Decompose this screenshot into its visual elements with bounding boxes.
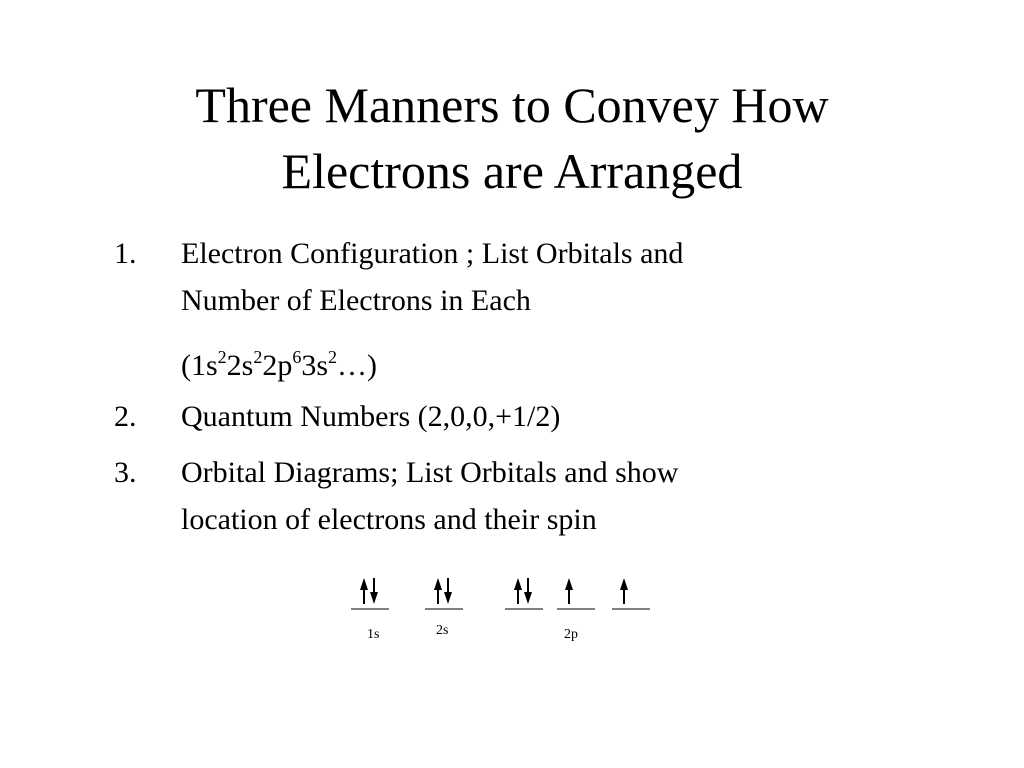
orbital-2p — [612, 578, 650, 609]
spin-up-arrow — [620, 578, 628, 604]
electron-configuration-example — [181, 342, 377, 389]
arrow-head — [444, 592, 452, 604]
formula-superscript: 6 — [292, 347, 302, 367]
orbital-1s — [351, 578, 389, 609]
formula-part: …) — [337, 349, 378, 382]
formula-part: 3s — [301, 349, 329, 382]
list-item-text — [181, 230, 881, 324]
arrow-head — [514, 578, 522, 590]
formula-superscript: 2 — [328, 347, 338, 367]
list-item-number: 2. — [114, 400, 137, 433]
list-item-line: Number of Electrons in Each — [181, 284, 531, 317]
slide-title-line2: Electrons are Arranged — [281, 143, 743, 199]
spin-up-arrow — [565, 578, 573, 604]
spin-up-arrow — [360, 578, 368, 604]
orbital-2p — [557, 578, 595, 609]
orbital-label-2s: 2s — [436, 623, 449, 638]
list-item-number: 1. — [114, 237, 137, 270]
list-item-text — [181, 393, 881, 440]
formula-superscript: 2 — [217, 347, 227, 367]
list-item-line: location of electrons and their spin — [181, 503, 597, 536]
formula-part: 2p — [262, 349, 293, 382]
orbital-boxes — [351, 578, 650, 609]
arrow-head — [360, 578, 368, 590]
spin-down-arrow — [444, 578, 452, 604]
arrow-head — [370, 592, 378, 604]
orbital-2p — [505, 578, 543, 609]
spin-down-arrow — [370, 578, 378, 604]
orbital-label-1s: 1s — [367, 627, 380, 642]
arrow-head — [565, 578, 573, 590]
orbital-2s — [425, 578, 463, 609]
formula-superscript: 2 — [253, 347, 263, 367]
arrow-head — [524, 592, 532, 604]
list-item-line: Quantum Numbers (2,0,0,+1/2) — [181, 400, 561, 433]
list-item-line: Orbital Diagrams; List Orbitals and show — [181, 456, 679, 489]
orbital-label-2p: 2p — [564, 627, 578, 642]
spin-up-arrow — [514, 578, 522, 604]
list-item-text — [181, 449, 881, 543]
arrow-head — [620, 578, 628, 590]
spin-up-arrow — [434, 578, 442, 604]
arrow-head — [434, 578, 442, 590]
spin-down-arrow — [524, 578, 532, 604]
formula-part: 2s — [226, 349, 254, 382]
slide-title — [0, 72, 1024, 204]
list-item-number: 3. — [114, 456, 137, 489]
formula-part: (1s — [181, 349, 218, 382]
slide-title-line1: Three Manners to Convey How — [195, 77, 829, 133]
list-item-line: Electron Configuration ; List Orbitals and — [181, 237, 684, 270]
